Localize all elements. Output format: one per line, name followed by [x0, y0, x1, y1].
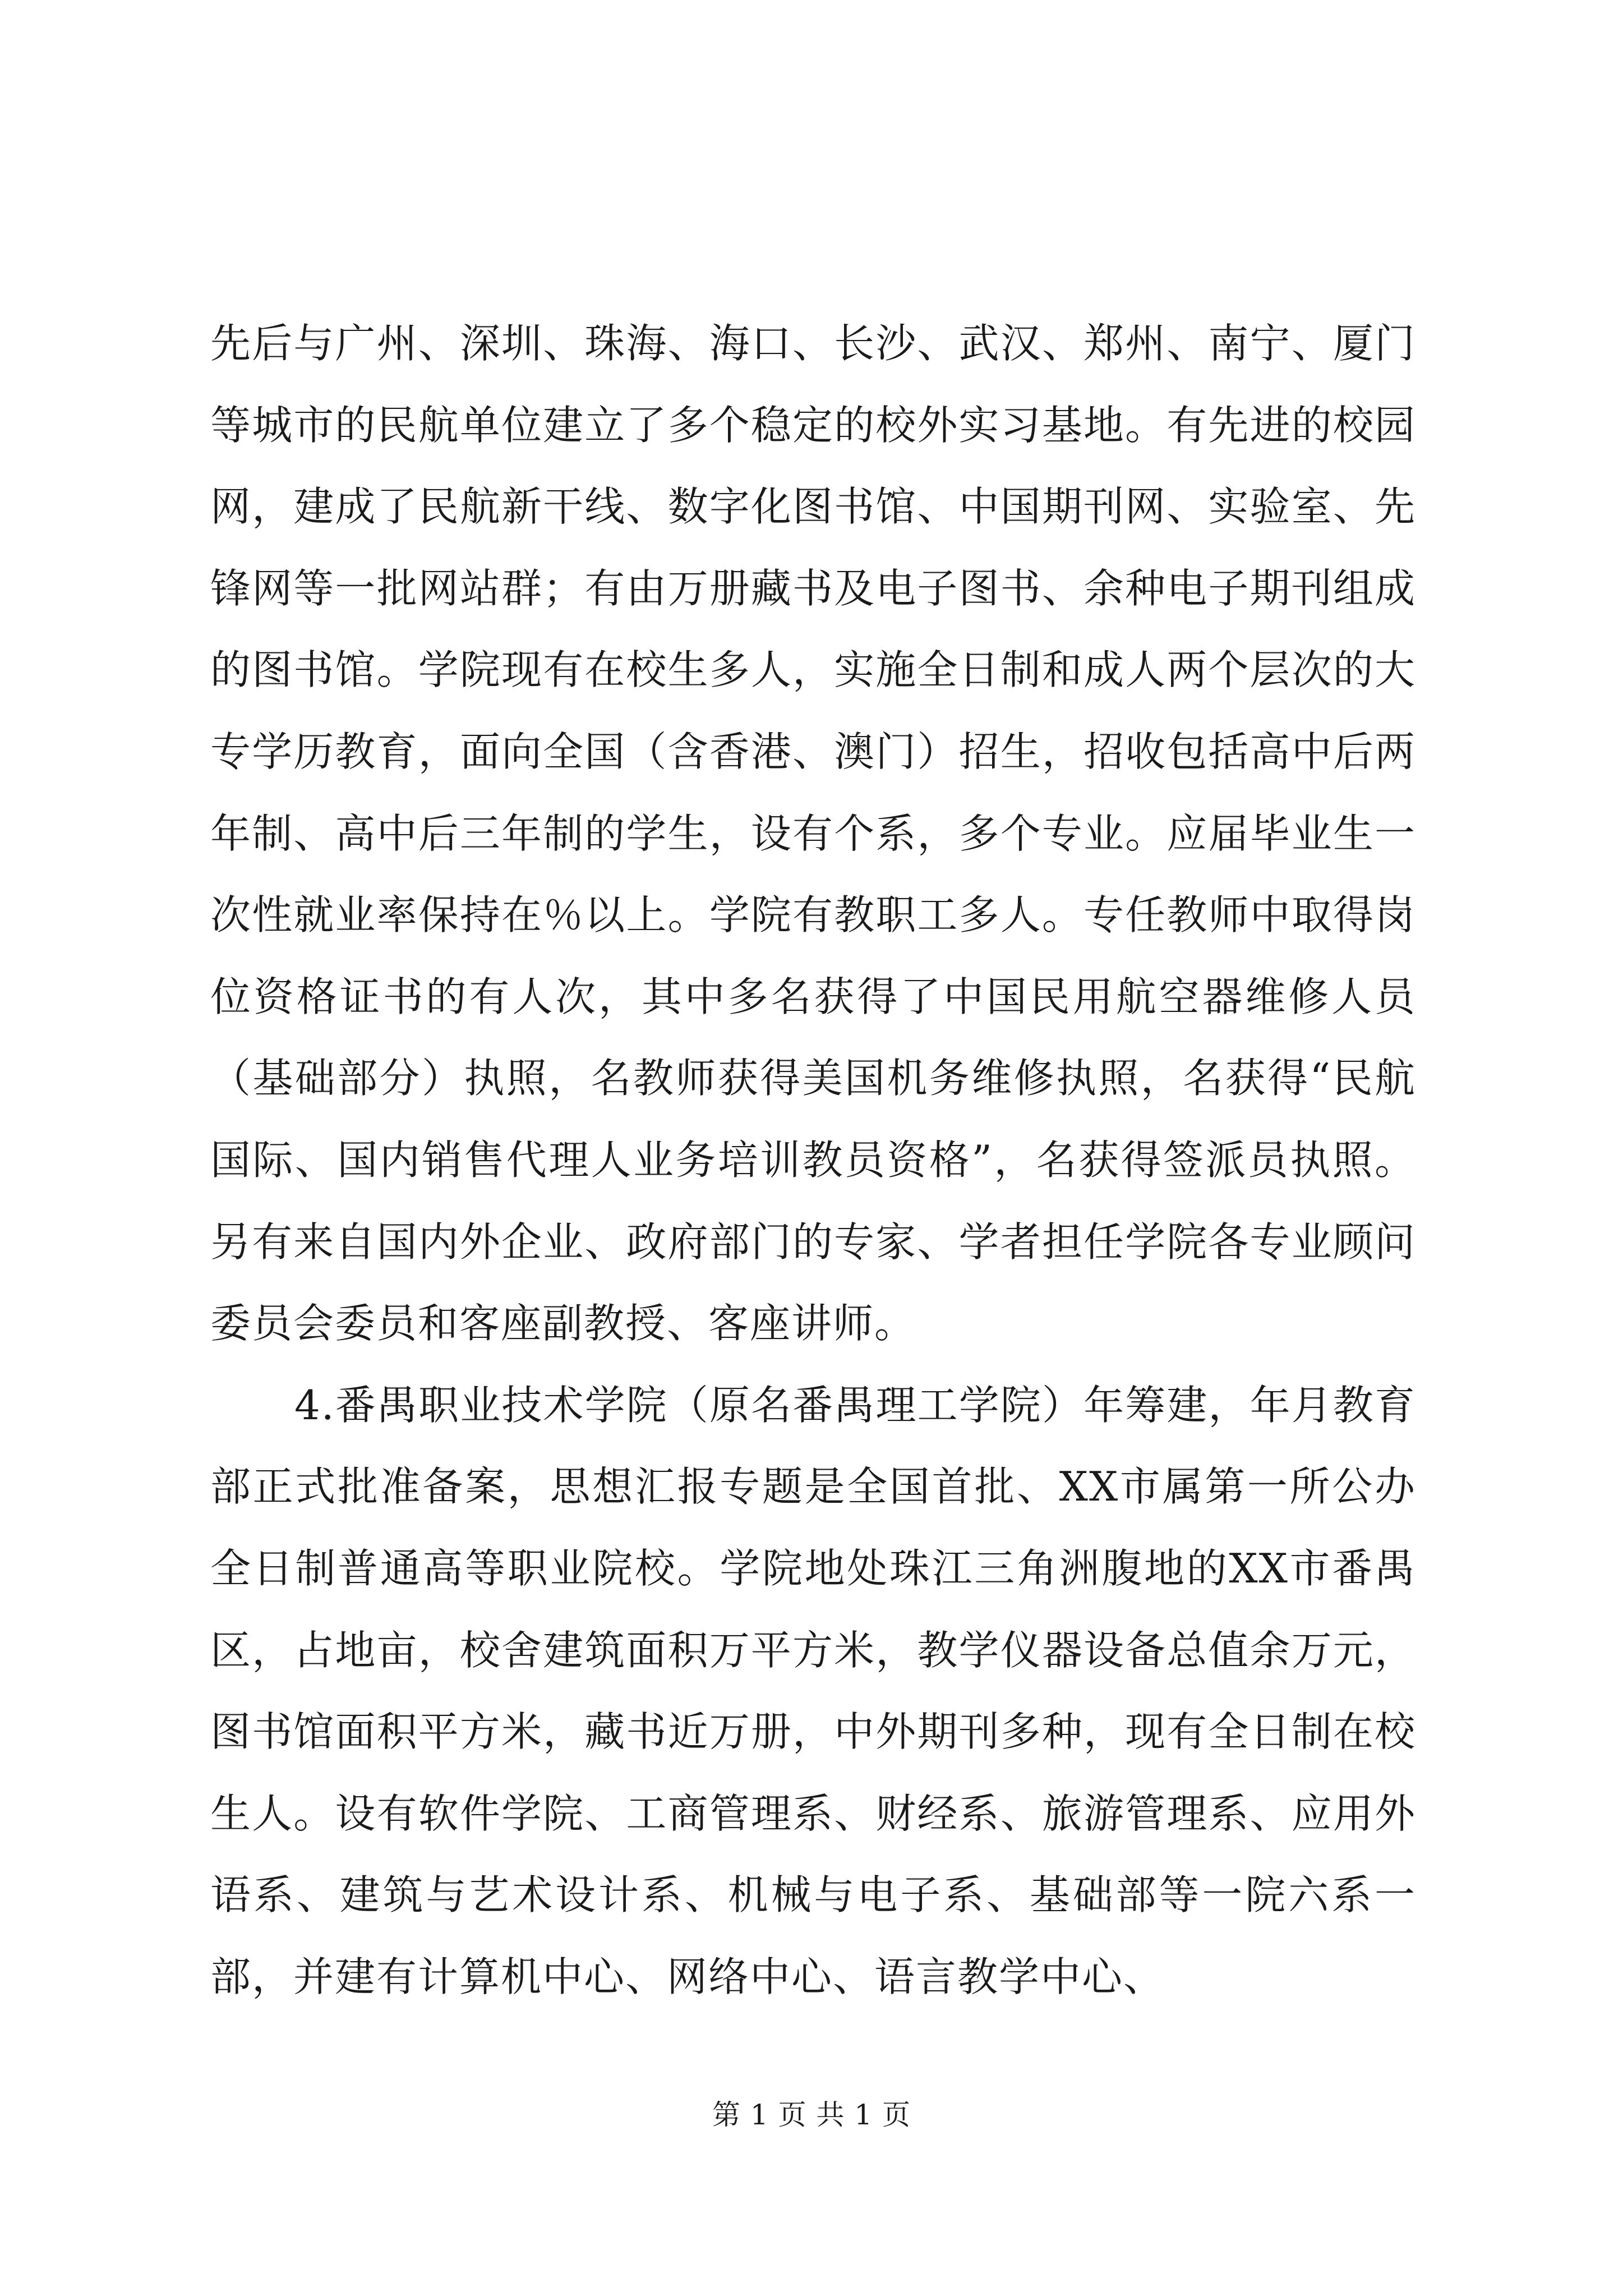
document-body: [210, 303, 1416, 2018]
page-footer: 第 1 页 共 1 页: [712, 2099, 911, 2131]
paragraph-1: 先后与广州、深圳、珠海、海口、长沙、武汉、郑州、南宁、厦门等城市的民航单位建立了多个稳定的校外实习基地。有先进的校园网，建成了民航新干线、数字化图书馆、中国期刊网、实验室、先锋网等一批网站群；有由万册藏书及电子图书、余种电子期刊组成的图书馆。学院现有在校生多人，实施全日制和成人两个层次的大专学历教育，面向全国（含香港、澳门）招生，招收包括高中后两年制、高中后三年制的学生，设有个系，多个专业。应届毕业生一次性就业率保持在％以上。学院有教职工多人。专任教师中取得岗位资格证书的有人次，其中多名获得了中国民用航空器维修人员（基础部分）执照，名教师获得美国机务维修执照，名获得“民航国际、国内销售代理人业务培训教员资格”，名获得签派员执照。另有来自国内外企业、政府部门的专家、学者担任学院各专业顾问委员会委员和客座副教授、客座讲师。: [210, 320, 1416, 1347]
paragraph-2: 4.番禺职业技术学院（原名番禺理工学院）年筹建，年月教育部正式批准备案，思想汇报专题是全国首批、XX市属第一所公办全日制普通高等职业院校。学院地处珠江三角洲腹地的XX市番禺区，占地亩，校舍建筑面积万平方米，教学仪器设备总值余万元，图书馆面积平方米，藏书近万册，中外期刊多种，现有全日制在校生人。设有软件学院、工商管理系、财经系、旅游管理系、应用外语系、建筑与艺术设计系、机械与电子系、基础部等一院六系一部，并建有计算机中心、网络中心、语言教学中心、: [210, 1381, 1416, 2000]
